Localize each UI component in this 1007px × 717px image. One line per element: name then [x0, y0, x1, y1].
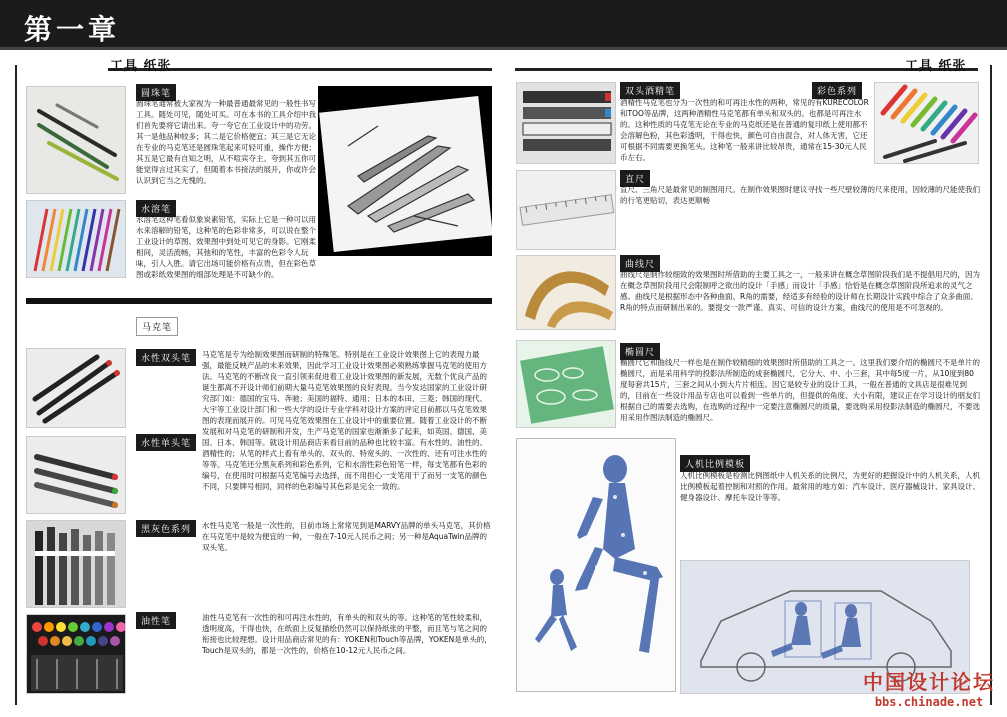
watercolor-text-part: 水溶笔这种笔看似象炭素铅笔，实际上它是一种可以用水来溶解的铅笔，这种笔的色彩非常多，可以说在整个工业设计的草图、效果图中到处可见它的身影。它刚柔相间，灵活流畅，其弛和的笔性，丰富的色彩令人玩味，引人入胜。请它出场可能价格有点贵，但在彩色草图或彩纸效果图的细部处理是不可缺少的。: [136, 215, 316, 279]
ellipse-ruler-text: 椭圆尺它和曲线尺一样也是在制作较精细的效果图时所借助的工具之一。这里我们要介绍的椭圆尺不是单片的椭圆尺，而是采用科学的投影法所制造的成套椭圆尺，它分大、中、小三套，其中每5度一片，从10度到80度每套共15片，三套之间从小到大片片相连。因它是较专业的设计工具，一般在普通的文具店是很难见到的，目前在一些设计用品专店也可以看到一些单片的，但提供的角度、大小有限，建议正在学习设计的朋友们根据自己的需要去选购，在选购的过程中一定要注意椭圆尺的质量，要选购采用投影法制造的椭圆尺，不要选用采用作图法制造的椭圆尺。: [620, 358, 980, 422]
oil-marker-photo: [26, 614, 126, 694]
alcohol-marker-label: 双头酒精笔: [620, 82, 680, 99]
watermark: [863, 666, 995, 709]
gray-series-photo: [26, 520, 126, 608]
alcohol-marker-text: 酒精性马克笔也分为一次性的和可再注水性的两种，常见的有KURECOLOR和TOO等品牌，这两种酒精性马克笔都有单头和双头的。也都是可再注水的。这种性质的马克笔无论在专业的马克纸还是在普通的复印纸上使用都不会溶解色粉，其色彩透明，干得也快，颜色可自由混合，对人体无害，它还可根据不同需要更换笔头。这种笔一般来讲比较昂贵，通常在15-30元人民币左右。: [620, 98, 869, 162]
chapter-header-bar: [0, 0, 1007, 50]
single-marker-photo: [26, 436, 126, 514]
oil-marker-text: 油性马克笔有一次性的和可再注水性的，有单头的和双头的等。这种笔的笔性较柔和，透明度高，干得也快，在纸面上反复描绘仍然可以保持纸张的平整，而且笔与笔之间的衔接也比较理想。设计用品商店常见的有：YOKEN和Touch等品牌，YOKEN是单头的，Touch是双头的，都是一次性的，价格在10-12元人民币之间。: [202, 613, 492, 655]
watercolor-pencil-photo: [26, 200, 126, 278]
mannequin-text: 人机比例模板是检测比例图纸中人机关系的比例尺，为更好的把握设计中的人机关系，人机比例模板起着控制和对照的作用。最常用的地方如：汽车设计、医疗器械设计、家具设计、健身器设计、摩托车设计等等。: [680, 471, 980, 502]
watermark-url: bbs.chinade.net: [874, 695, 984, 709]
ballpoint-photo: [26, 86, 126, 194]
mannequin-template-photo: [516, 438, 676, 692]
dual-marker-label: 水性双头笔: [136, 349, 196, 366]
curve-ruler-photo: [516, 255, 616, 330]
dual-marker-text: 马克笔是专为绘制效果图而研制的特殊笔。特别是在工业设计效果图上它的表现力最强，最能反映产品的未来效果，因此学习工业设计效果图必须熟练掌握马克笔的使用方法。马克笔的不断改良一直引领来促进着工业设计效果图的新发展，无数个优良产品的诞生都离不开设计师们前期大量马克笔效果图的良好表现。当今发达国家的工业设计研究部门如：德国的宝马、奔驰；美国的福特、通用；日本的本田、三菱；韩国的现代、大宇等工业设计部门和一些大学的设计专业学科对设计方案的评定目前都以马克笔效果图的表现而展开的。可见马克笔效果图在工业设计中的重要位置。随着工业设计的不断发展和对马克笔的研制和开发，生产马克笔的国家也渐渐多了起来，如英国、德国、美国、日本、韩国等。就设计用品商店来看目前的品种也比较丰富。有水性的、油性的、酒精性的；从笔的样式上看有单头的、双头的、特宽头的、一次性的、还有可注水性的等等。马克笔还分黑灰系列和彩色系列，它和水溶性彩色铅笔一样，每支笔都有色彩的编号，在使用时可根据马克笔编号去选择，而不用担心一支笔用干了而另一支笔的颜色不同，只要牌号相同，同样的色彩编号其色彩是完全一致的。: [202, 350, 487, 491]
right-border-line: [990, 65, 992, 705]
alcohol-marker-photo: [516, 82, 616, 164]
straight-ruler-photo: [516, 170, 616, 250]
watercolor-label: 水溶笔: [136, 200, 176, 217]
single-marker-label: 水性单头笔: [136, 434, 196, 451]
ballpoint-text: 圆珠笔通常被大家视为一种最普通最常见的一般性书写工具。随处可见，随处可买。可在本书的工具介绍中我们首先要将它请出来。夸一夸它在工业设计中的功劳。其一是他品种较多；其二是它价格便宜；其三是它无论在专业的马克笔还是圆珠笔起来可轻可重，操作方便；其五是它最有自知之明，从不喧宾夺主。夸到其五你可能觉得言过其实了，但随着本书接法的展开，你或许会认识到它当之无愧的。: [136, 99, 316, 185]
ellipse-ruler-photo: [516, 340, 616, 428]
straight-ruler-label: 直尺: [620, 170, 650, 187]
color-marker-photo: [874, 82, 979, 164]
ballpoint-sketch-panel: [318, 86, 492, 256]
subtitle-right: 工具 纸张: [905, 59, 967, 74]
gray-series-text: 水性马克笔一般是一次性的，目前市场上常常见到是MARVY品牌的单头马克笔，其价格在马克笔中是较为便宜的一种，一般在7-10元人民币之间；另一种是AquaTwin品牌的双头笔。: [202, 521, 491, 552]
subtitle-left: 工具 纸张: [110, 59, 172, 74]
marker-heading: 马克笔: [136, 317, 178, 336]
mannequin-label: 人机比例模板: [680, 455, 750, 472]
straight-ruler-text: 直尺、三角尺是最常见的制图用尺。在制作效果图时建议寻找一些尺壁较薄的尺来使用，因较薄的尺能使我们的行笔更贴切，表达更顺畅: [620, 185, 980, 205]
section-divider: [26, 298, 492, 304]
ellipse-ruler-label: 椭圆尺: [620, 343, 660, 360]
chapter-title: 第一章: [24, 13, 121, 46]
left-border-line: [15, 65, 17, 705]
gray-series-label: 黑灰色系列: [136, 520, 196, 537]
ballpoint-label: 圆珠笔: [136, 84, 176, 101]
oil-marker-label: 油性笔: [136, 612, 176, 629]
watermark-title: 中国设计论坛: [863, 670, 995, 694]
curve-ruler-label: 曲线尺: [620, 255, 660, 272]
color-series-label: 彩色系列: [812, 82, 862, 99]
dual-marker-photo: [26, 348, 126, 428]
curve-ruler-text: 曲线尺是制作较细致的效果图时所借助的主要工具之一，一般来讲在概念草图阶段我们是不提倡用尺的，因为在概念草图阶段用尺会限制呼之欲出的设计「手感」而设计「手感」恰恰是在概念草图阶段所追求的灵气之感。曲线尺是根据形态中各种曲面、R角的需要，经适多有经验的设计师在长期设计实践中综合了众多曲面、R角的特点而研制出来的。要提交一款严谨、真实、可信的设计方案，曲线尺的使用是不可忽视的。: [620, 270, 980, 312]
